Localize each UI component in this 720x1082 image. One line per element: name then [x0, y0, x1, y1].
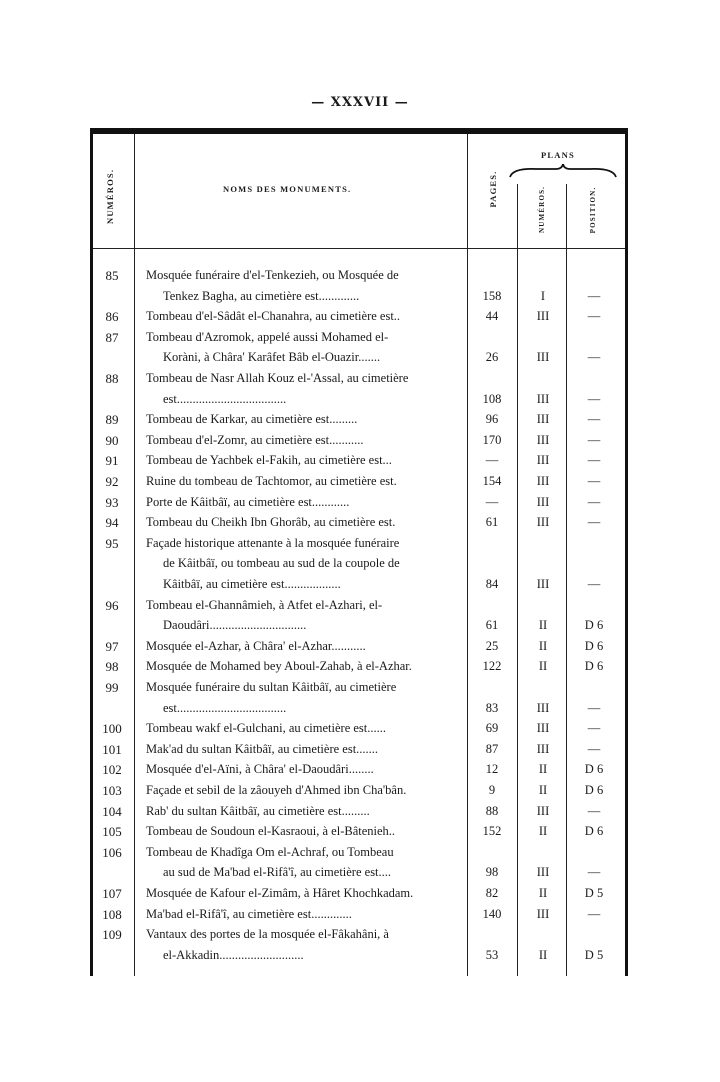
plan-position: — [587, 577, 601, 591]
header-plan-numeros: NUMÉROS. [538, 185, 546, 233]
page-ref: 25 [485, 638, 499, 653]
monument-number: 95 [105, 535, 119, 551]
table-row [93, 659, 625, 679]
plan-number: III [536, 577, 550, 591]
plan-number: II [538, 618, 548, 633]
plans-brace [508, 164, 618, 178]
plan-position: — [587, 906, 601, 921]
page-ref: 96 [485, 412, 499, 427]
header-pages: PAGES. [488, 170, 498, 208]
plan-number: II [538, 762, 548, 777]
table-row [93, 392, 625, 412]
plan-number: III [536, 865, 550, 880]
plan-position: — [587, 721, 601, 736]
table-row [93, 886, 625, 906]
page-ref: 98 [485, 865, 499, 880]
monument-number: 106 [102, 844, 122, 860]
monument-number: 105 [102, 824, 122, 840]
page-ref: 26 [485, 350, 499, 365]
page-ref: 9 [488, 783, 496, 797]
monument-number: 85 [105, 268, 119, 283]
monument-number: 87 [105, 329, 119, 345]
table-row [93, 948, 625, 968]
table-row [93, 515, 625, 535]
plan-number: III [536, 432, 550, 447]
header-plan-position: POSITION. [589, 186, 597, 234]
table-row [93, 804, 625, 824]
monument-name: Mosquée funéraire du sultan Kâitbâï, au cimetière [146, 680, 397, 694]
table-row [93, 412, 625, 432]
monument-name: Façade historique attenante à la mosquée funéraire [146, 535, 400, 550]
plan-position: — [587, 700, 601, 715]
plan-position: D 5 [584, 886, 604, 900]
monument-name: Façade et sebil de la zâouyeh d'Ahmed ibn Cha'bân. [146, 783, 407, 797]
table-row [93, 639, 625, 659]
header-plans: PLANS [541, 150, 575, 160]
plan-position: — [587, 515, 601, 530]
plan-position: — [587, 453, 601, 468]
monument-name: el-Akkadin........................... [163, 947, 304, 962]
plan-number: III [536, 803, 550, 818]
page-ref: 87 [485, 741, 499, 756]
monument-name: Tombeau de Khadîga Om el-Achraf, ou Tombeau [146, 844, 394, 859]
table-row [93, 783, 625, 803]
monument-number: 100 [102, 721, 122, 737]
header-rule [93, 248, 625, 249]
plan-number: III [536, 309, 550, 324]
page-ref: 61 [485, 515, 499, 530]
table-row [93, 845, 625, 865]
plan-position: D 6 [584, 762, 604, 777]
table-row [93, 371, 625, 391]
plan-position: — [587, 865, 601, 880]
page-ref: 154 [482, 474, 502, 488]
plan-position: — [587, 474, 601, 488]
monument-name: Tenkez Bagha, au cimetière est............. [163, 288, 360, 303]
monument-number: 102 [102, 762, 122, 778]
plan-position: — [587, 741, 601, 756]
table-row [93, 907, 625, 927]
monument-number: 92 [105, 474, 119, 489]
plan-position: D 6 [584, 783, 604, 797]
plan-number: III [536, 515, 550, 530]
monument-name: Daoudâri............................... [163, 618, 307, 633]
page-ref: 152 [482, 824, 502, 839]
plan-number: III [536, 391, 550, 406]
plan-position: — [587, 412, 601, 427]
table-row [93, 577, 625, 597]
plan-position: D 5 [584, 947, 604, 962]
plan-number: I [540, 288, 546, 303]
page-ref: 44 [485, 309, 499, 324]
page-ref: 82 [485, 886, 499, 900]
table-row [93, 350, 625, 370]
table-row [93, 330, 625, 350]
monument-name: Mosquée de Kafour el-Zimâm, à Hâret Khochkadam. [146, 886, 414, 900]
plan-number: II [538, 886, 548, 900]
plan-position: — [587, 391, 601, 406]
table-row [93, 536, 625, 556]
page-ref: 84 [485, 577, 499, 591]
page-ref: 158 [482, 288, 502, 303]
table-row [93, 618, 625, 638]
page-ref: 140 [482, 906, 502, 921]
plan-number: II [538, 824, 548, 839]
table-row [93, 556, 625, 576]
monument-number: 96 [105, 597, 119, 613]
monument-name: de Kâitbâï, ou tombeau au sud de la coupole de [163, 556, 400, 571]
header-numeros: NUMÉROS. [105, 168, 115, 224]
page-ref: 108 [482, 391, 502, 406]
page-number: — XXXVII — [311, 95, 409, 110]
page-ref: 12 [485, 762, 499, 777]
plan-number: III [536, 741, 550, 756]
plan-number: III [536, 494, 550, 509]
monument-name: Mosquée d'el-Aïni, à Châra' el-Daoudâri........ [146, 762, 374, 777]
monument-number: 89 [105, 412, 119, 428]
monument-name: Kâitbâï, au cimetière est.................. [163, 577, 341, 591]
monument-name: est................................... [163, 700, 287, 715]
monument-number: 90 [105, 432, 119, 448]
header-noms: NOMS DES MONUMENTS. [223, 184, 352, 194]
monument-number: 91 [105, 453, 119, 469]
page-ref: 61 [485, 618, 499, 633]
plan-number: III [536, 412, 550, 427]
plan-number: II [538, 659, 548, 674]
plan-number: II [538, 783, 548, 797]
monument-number: 101 [102, 741, 122, 757]
monument-name: au sud de Ma'bad el-Rifâ'î, au cimetière est.... [163, 865, 392, 880]
plan-position: — [587, 309, 601, 324]
monument-name: Mak'ad du sultan Kâitbâï, au cimetière est....... [146, 741, 379, 756]
table-row [93, 289, 625, 309]
monument-number: 86 [105, 309, 119, 325]
plan-number: III [536, 453, 550, 468]
monument-number: 93 [105, 494, 119, 510]
table-row [93, 701, 625, 721]
monument-name: Tombeau d'el-Zomr, au cimetière est........... [146, 432, 364, 447]
monuments-table [90, 128, 628, 976]
monument-number: 99 [105, 680, 119, 695]
plan-number: III [536, 700, 550, 715]
plan-number: III [536, 906, 550, 921]
plan-number: II [538, 947, 548, 962]
monument-name: Porte de Kâitbâï, au cimetière est............ [146, 494, 350, 509]
table-row [93, 309, 625, 329]
table-row [93, 268, 625, 288]
table-row [93, 433, 625, 453]
table-row [93, 721, 625, 741]
monument-name: Mosquée el-Azhar, à Châra' el-Azhar........... [146, 638, 366, 653]
plan-position: — [587, 803, 601, 818]
monument-name: Mosquée de Mohamed bey Aboul-Zahab, à el-Azhar. [146, 659, 412, 674]
page-ref: 88 [485, 803, 499, 818]
table-row [93, 762, 625, 782]
plan-position: D 6 [584, 659, 604, 674]
table-row [93, 598, 625, 618]
plan-position: D 6 [584, 618, 604, 633]
monument-number: 98 [105, 659, 119, 675]
monument-number: 97 [105, 638, 119, 654]
plan-number: III [536, 350, 550, 365]
monument-name: Tombeau d'Azromok, appelé aussi Mohamed el- [146, 329, 389, 344]
plan-position: D 6 [584, 824, 604, 839]
plan-number: III [536, 721, 550, 736]
monument-number: 108 [102, 906, 122, 922]
page-ref: 122 [482, 659, 502, 674]
table-row [93, 742, 625, 762]
plan-position: — [587, 432, 601, 447]
page-ref: 170 [482, 432, 502, 447]
plan-position: D 6 [584, 638, 604, 653]
table-row [93, 495, 625, 515]
monument-number: 107 [102, 886, 122, 901]
page-ref: 53 [485, 947, 499, 962]
page-ref: — [485, 494, 499, 509]
monument-name: Ruine du tombeau de Tachtomor, au cimetière est. [146, 474, 397, 488]
monument-name: est................................... [163, 391, 287, 406]
monument-name: Tombeau du Cheikh Ibn Ghorâb, au cimetière est. [146, 515, 396, 530]
monument-name: Mosquée funéraire d'el-Tenkezieh, ou Mosquée de [146, 268, 399, 282]
monument-name: Tombeau de Nasr Allah Kouz el-'Assal, au cimetière [146, 371, 409, 385]
monument-number: 94 [105, 515, 119, 531]
monument-name: Tombeau de Soudoun el-Kasraoui, à el-Bâtenieh.. [146, 824, 396, 839]
plan-number: III [536, 474, 550, 488]
table-row [93, 927, 625, 947]
plan-position: — [587, 350, 601, 365]
monument-name: Tombeau d'el-Sâdât el-Chanahra, au cimetière est.. [146, 309, 401, 324]
plan-position: — [587, 288, 601, 303]
monument-name: Tombeau el-Ghannâmieh, à Atfet el-Azhari, el- [146, 597, 383, 612]
page-ref: 83 [485, 700, 499, 715]
table-row [93, 680, 625, 700]
monument-number: 104 [102, 803, 122, 819]
monument-name: Vantaux des portes de la mosquée el-Fâkahâni, à [146, 927, 389, 942]
table-row [93, 824, 625, 844]
table-row [93, 453, 625, 473]
page-ref: 69 [485, 721, 499, 736]
monument-name: Tombeau wakf el-Gulchani, au cimetière est...... [146, 721, 387, 736]
monument-number: 103 [102, 783, 122, 798]
monument-number: 88 [105, 371, 119, 386]
monument-number: 109 [102, 927, 122, 943]
plan-position: — [587, 494, 601, 509]
table-row [93, 865, 625, 885]
monument-name: Rab' du sultan Kâitbâï, au cimetière est......... [146, 803, 370, 818]
monument-name: Koràni, à Châra' Karâfet Bâb el-Ouazir....... [163, 350, 381, 365]
page-ref: — [485, 453, 499, 468]
monument-name: Tombeau de Yachbek el-Fakih, au cimetière est... [146, 453, 392, 468]
table-row [93, 474, 625, 494]
monument-name: Ma'bad el-Rifâ'î, au cimetière est............. [146, 906, 352, 921]
plan-number: II [538, 638, 548, 653]
monument-name: Tombeau de Karkar, au cimetière est......... [146, 412, 358, 427]
